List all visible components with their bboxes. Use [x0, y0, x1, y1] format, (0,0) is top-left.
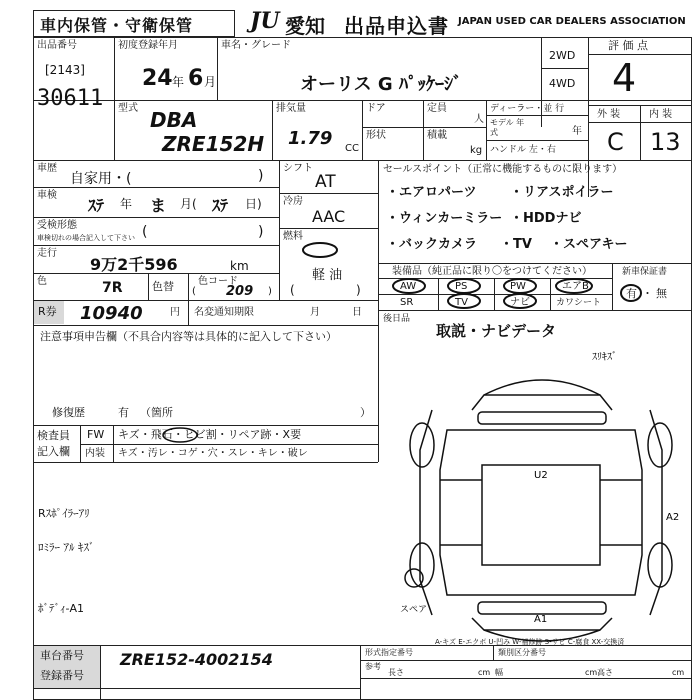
- exterior-label: 外 装: [597, 109, 621, 120]
- repair-close: ）: [360, 406, 371, 419]
- car-condition-diagram: [392, 340, 690, 646]
- notice-title: 注意事項申告欄（不具合内容等は具体的に記入して下さい）: [40, 330, 337, 343]
- color-code-value: 209: [226, 284, 254, 299]
- warranty-no: 無: [656, 287, 667, 300]
- fuel-value: 軽 油: [312, 268, 343, 283]
- diagram-mark-bottom: A1: [534, 614, 548, 625]
- diagram-spare-label: スペア: [400, 605, 428, 615]
- model-code-line2: ZRE152H: [162, 132, 265, 156]
- ju-logo: JU: [250, 8, 280, 34]
- repair-part: （箇所: [140, 406, 173, 419]
- grid-line: [486, 100, 487, 160]
- grid-line: [279, 160, 280, 300]
- receipt-note: 車検切れの場合記入して下さい: [37, 234, 135, 242]
- model-code-label: 型式: [118, 103, 138, 114]
- inspector-row2-text: キズ・汚レ・コゲ・穴・スレ・キレ・破レ: [118, 448, 308, 459]
- dealer-label: ディーラー・並 行: [490, 104, 565, 114]
- receipt-open: (: [142, 224, 148, 240]
- history-label: 車歴: [37, 163, 57, 174]
- chassis-value: ZRE152-4002154: [120, 650, 273, 669]
- grid-line: [114, 37, 115, 160]
- trim-close: ): [268, 286, 272, 297]
- shift-label: シフト: [283, 163, 313, 174]
- grid-line: [279, 193, 378, 194]
- warranty-sep: ・: [642, 287, 653, 300]
- first-reg-month-unit: 月: [204, 75, 217, 89]
- sales-point-3: ・ウィンカーミラー: [386, 211, 503, 226]
- inspection-label: 車検: [37, 190, 57, 201]
- inspection-day-unit: 日): [245, 197, 262, 211]
- drive-2wd: 2WD: [549, 49, 576, 62]
- mileage-label: 走行: [37, 248, 57, 259]
- model-code-line1: DBA: [150, 108, 198, 132]
- trim-label: 色替: [152, 280, 174, 293]
- first-reg-label: 初度登録年月: [118, 40, 178, 51]
- fuel-circle-mark: [300, 241, 340, 259]
- chassis-label: 車台番号: [40, 649, 84, 662]
- recycle-unit: 円: [170, 307, 180, 318]
- inspector-circle-mark: [160, 426, 200, 444]
- grid-line: [486, 115, 588, 116]
- lot-label: 出品番号: [37, 40, 77, 51]
- shift-value: AT: [315, 172, 336, 192]
- association-jp: 愛知: [285, 14, 325, 38]
- grid-line: [272, 100, 273, 160]
- inspector-label-1: 検査員: [37, 429, 70, 442]
- cooling-value: AAC: [312, 207, 346, 226]
- inspection-year-unit: 年: [120, 197, 133, 211]
- grid-line: [612, 263, 613, 310]
- inspector-row1-text: キズ・飛石・ヒビ割・リペア跡・X要: [118, 428, 302, 441]
- grid-line: [541, 68, 588, 69]
- grid-line: [486, 140, 588, 141]
- grid-line: [33, 300, 378, 301]
- recycle-label: R券: [38, 305, 57, 318]
- diagram-mark-roof: U2: [534, 470, 548, 481]
- interior-label: 内 装: [649, 109, 673, 120]
- load-label: 積載: [427, 130, 447, 141]
- trim-open: (: [192, 286, 196, 297]
- sales-points-title: セールスポイント（正常に機能するものに限ります）: [383, 164, 623, 175]
- grid-line: [217, 37, 218, 100]
- registration-label: 登録番号: [40, 669, 84, 682]
- grid-line: [378, 160, 379, 425]
- rating-score: 4: [612, 56, 637, 100]
- remarks-title: 後日品: [383, 314, 411, 324]
- inspection-month-unit: 月(: [180, 197, 197, 211]
- warranty-label: 新車保証書: [622, 267, 668, 277]
- inspection-day: ｽﾃ: [212, 196, 229, 215]
- sales-point-2: ・リアスポイラー: [510, 185, 614, 200]
- engine-label: 排気量: [276, 103, 306, 114]
- rating-label: 評 価 点: [608, 39, 648, 52]
- inspection-year: ｽﾃ: [88, 196, 105, 215]
- fuel-close: ): [356, 283, 361, 297]
- diagram-mark-top: ｽﾘｷｽﾞ: [592, 352, 617, 363]
- sales-point-5: ・バックカメラ: [386, 237, 478, 252]
- form-title: 出品申込書: [344, 14, 449, 38]
- grid-line: [33, 645, 692, 646]
- equip-pw: PW: [510, 281, 526, 292]
- history-close: ): [258, 168, 264, 184]
- note-line-3: ﾎﾞﾃﾞｨ-A1: [38, 602, 84, 615]
- grid-line: [33, 688, 360, 689]
- grid-line: [80, 425, 81, 462]
- capacity-label: 定員: [427, 103, 447, 114]
- height-label: 高さ: [597, 668, 613, 677]
- engine-value: 1.79: [288, 128, 333, 149]
- grid-line: [378, 310, 692, 311]
- grid-line: [279, 228, 378, 229]
- warranty-yes: 有: [626, 287, 637, 300]
- grid-line: [188, 300, 189, 325]
- drive-4wd: 4WD: [549, 77, 576, 90]
- equip-ps: PS: [455, 281, 468, 292]
- equipment-circle-marks: [380, 276, 612, 310]
- grid-line: [640, 105, 641, 160]
- grid-line: [33, 160, 692, 161]
- fuel-open: (: [290, 283, 295, 297]
- grid-line: [362, 100, 363, 160]
- model-year-label: モデル 年 式: [490, 118, 525, 137]
- load-unit: kg: [470, 145, 483, 156]
- lot-number: 30611: [37, 86, 104, 111]
- grid-line: [378, 263, 692, 264]
- history-value: 自家用・(: [70, 171, 132, 187]
- equipment-title: 装備品（純正品に限り〇をつけてください）: [392, 266, 592, 277]
- model-year-unit: 年: [572, 126, 582, 137]
- lot-sub-number: [2143]: [45, 63, 85, 77]
- width-label: 幅: [495, 668, 503, 677]
- storage-note: 車内保管・守衛保管: [40, 16, 194, 35]
- interior-grade: 13: [650, 128, 681, 156]
- association-en: JAPAN USED CAR DEALERS ASSOCIATION: [458, 16, 686, 27]
- note-line-1: Rｽﾎﾟｲﾗｰｱﾘ: [38, 507, 90, 520]
- sales-point-6: ・TV: [500, 237, 532, 252]
- name-change-month: 月: [310, 307, 320, 318]
- ref-label: 参考: [365, 662, 381, 671]
- receipt-label: 受検形態: [37, 220, 77, 231]
- grid-line: [33, 245, 279, 246]
- sales-point-7: ・スペアキー: [550, 237, 628, 252]
- inspector-row2-label: 内装: [85, 448, 105, 459]
- equip-tv: TV: [455, 297, 468, 308]
- grid-line: [362, 127, 486, 128]
- grid-line: [33, 325, 378, 326]
- grid-line: [493, 645, 494, 660]
- first-reg-year-unit: 年: [172, 75, 185, 89]
- handle-label: ハンドル 左・右: [490, 145, 556, 155]
- grid-line: [378, 425, 379, 462]
- equip-airbag: エアB: [562, 281, 589, 292]
- note-line-2: ﾛﾐﾗｰ ｱﾙ ｷｽﾞ: [38, 541, 95, 554]
- length-unit: cm: [478, 668, 491, 677]
- cert-number-label: 形式指定番号: [365, 648, 413, 657]
- inspector-label-2: 記入欄: [37, 445, 70, 458]
- fuel-label: 燃料: [283, 231, 303, 242]
- grid-line: [80, 444, 378, 445]
- name-change-label: 名変通知期限: [194, 307, 254, 318]
- height-unit: cm: [672, 668, 685, 677]
- model-name-label: 車名・グレード: [221, 40, 291, 51]
- grid-line: [423, 100, 424, 160]
- engine-unit: CC: [345, 143, 359, 154]
- first-reg-month: 6: [188, 66, 204, 91]
- inspection-month: ま: [150, 196, 167, 215]
- color-label: 色: [37, 276, 47, 287]
- grid-line: [360, 645, 361, 700]
- sales-point-1: ・エアロパーツ: [386, 185, 477, 200]
- grid-line: [188, 273, 189, 300]
- color-value: 7R: [102, 280, 123, 296]
- shape-label: 形状: [366, 130, 386, 141]
- remarks-value: 取説・ナビデータ: [436, 322, 557, 340]
- width-unit: cm: [585, 668, 598, 677]
- grid-line: [33, 217, 279, 218]
- mileage-value: 9万2千596: [90, 255, 178, 274]
- name-change-day: 日: [352, 307, 362, 318]
- grid-line: [360, 660, 692, 661]
- warranty-circle-mark: [618, 282, 644, 304]
- grid-line: [148, 273, 149, 300]
- color-code-label: 色コード: [198, 276, 238, 287]
- grid-line: [360, 678, 692, 679]
- sales-point-4: ・HDDナビ: [510, 211, 582, 226]
- cooling-label: 冷房: [283, 196, 303, 207]
- equip-navi: ナビ: [510, 297, 530, 308]
- first-reg-year: 24: [142, 66, 173, 91]
- category-number-label: 類別区分番号: [498, 648, 546, 657]
- doors-label: ドア: [366, 103, 386, 114]
- equip-leather: カワシート: [556, 298, 602, 308]
- capacity-unit: 人: [474, 114, 484, 125]
- grid-line: [100, 645, 101, 700]
- model-name-value: オーリス G ﾊﾟｯｹｰｼﾞ: [300, 74, 462, 95]
- diagram-mark-right: A2: [666, 512, 680, 523]
- length-label: 長さ: [388, 668, 404, 677]
- repair-label: 修復歴: [52, 406, 85, 419]
- mileage-unit: km: [230, 259, 249, 273]
- diagram-legend: A-キズ E-エクボ U-凹み W-補修跡 S-サビ C-腐食 XX-交換済: [435, 638, 625, 646]
- recycle-value: 10940: [80, 303, 143, 324]
- receipt-close: ): [258, 224, 264, 240]
- repair-value: 有: [118, 406, 129, 419]
- grid-line: [113, 425, 114, 462]
- equip-aw: AW: [400, 281, 417, 292]
- equip-sr: SR: [400, 297, 414, 308]
- exterior-grade: C: [607, 128, 624, 156]
- inspector-row1-label: FW: [87, 428, 105, 441]
- grid-line: [33, 425, 378, 426]
- grid-line: [33, 462, 378, 463]
- grid-line: [588, 54, 692, 55]
